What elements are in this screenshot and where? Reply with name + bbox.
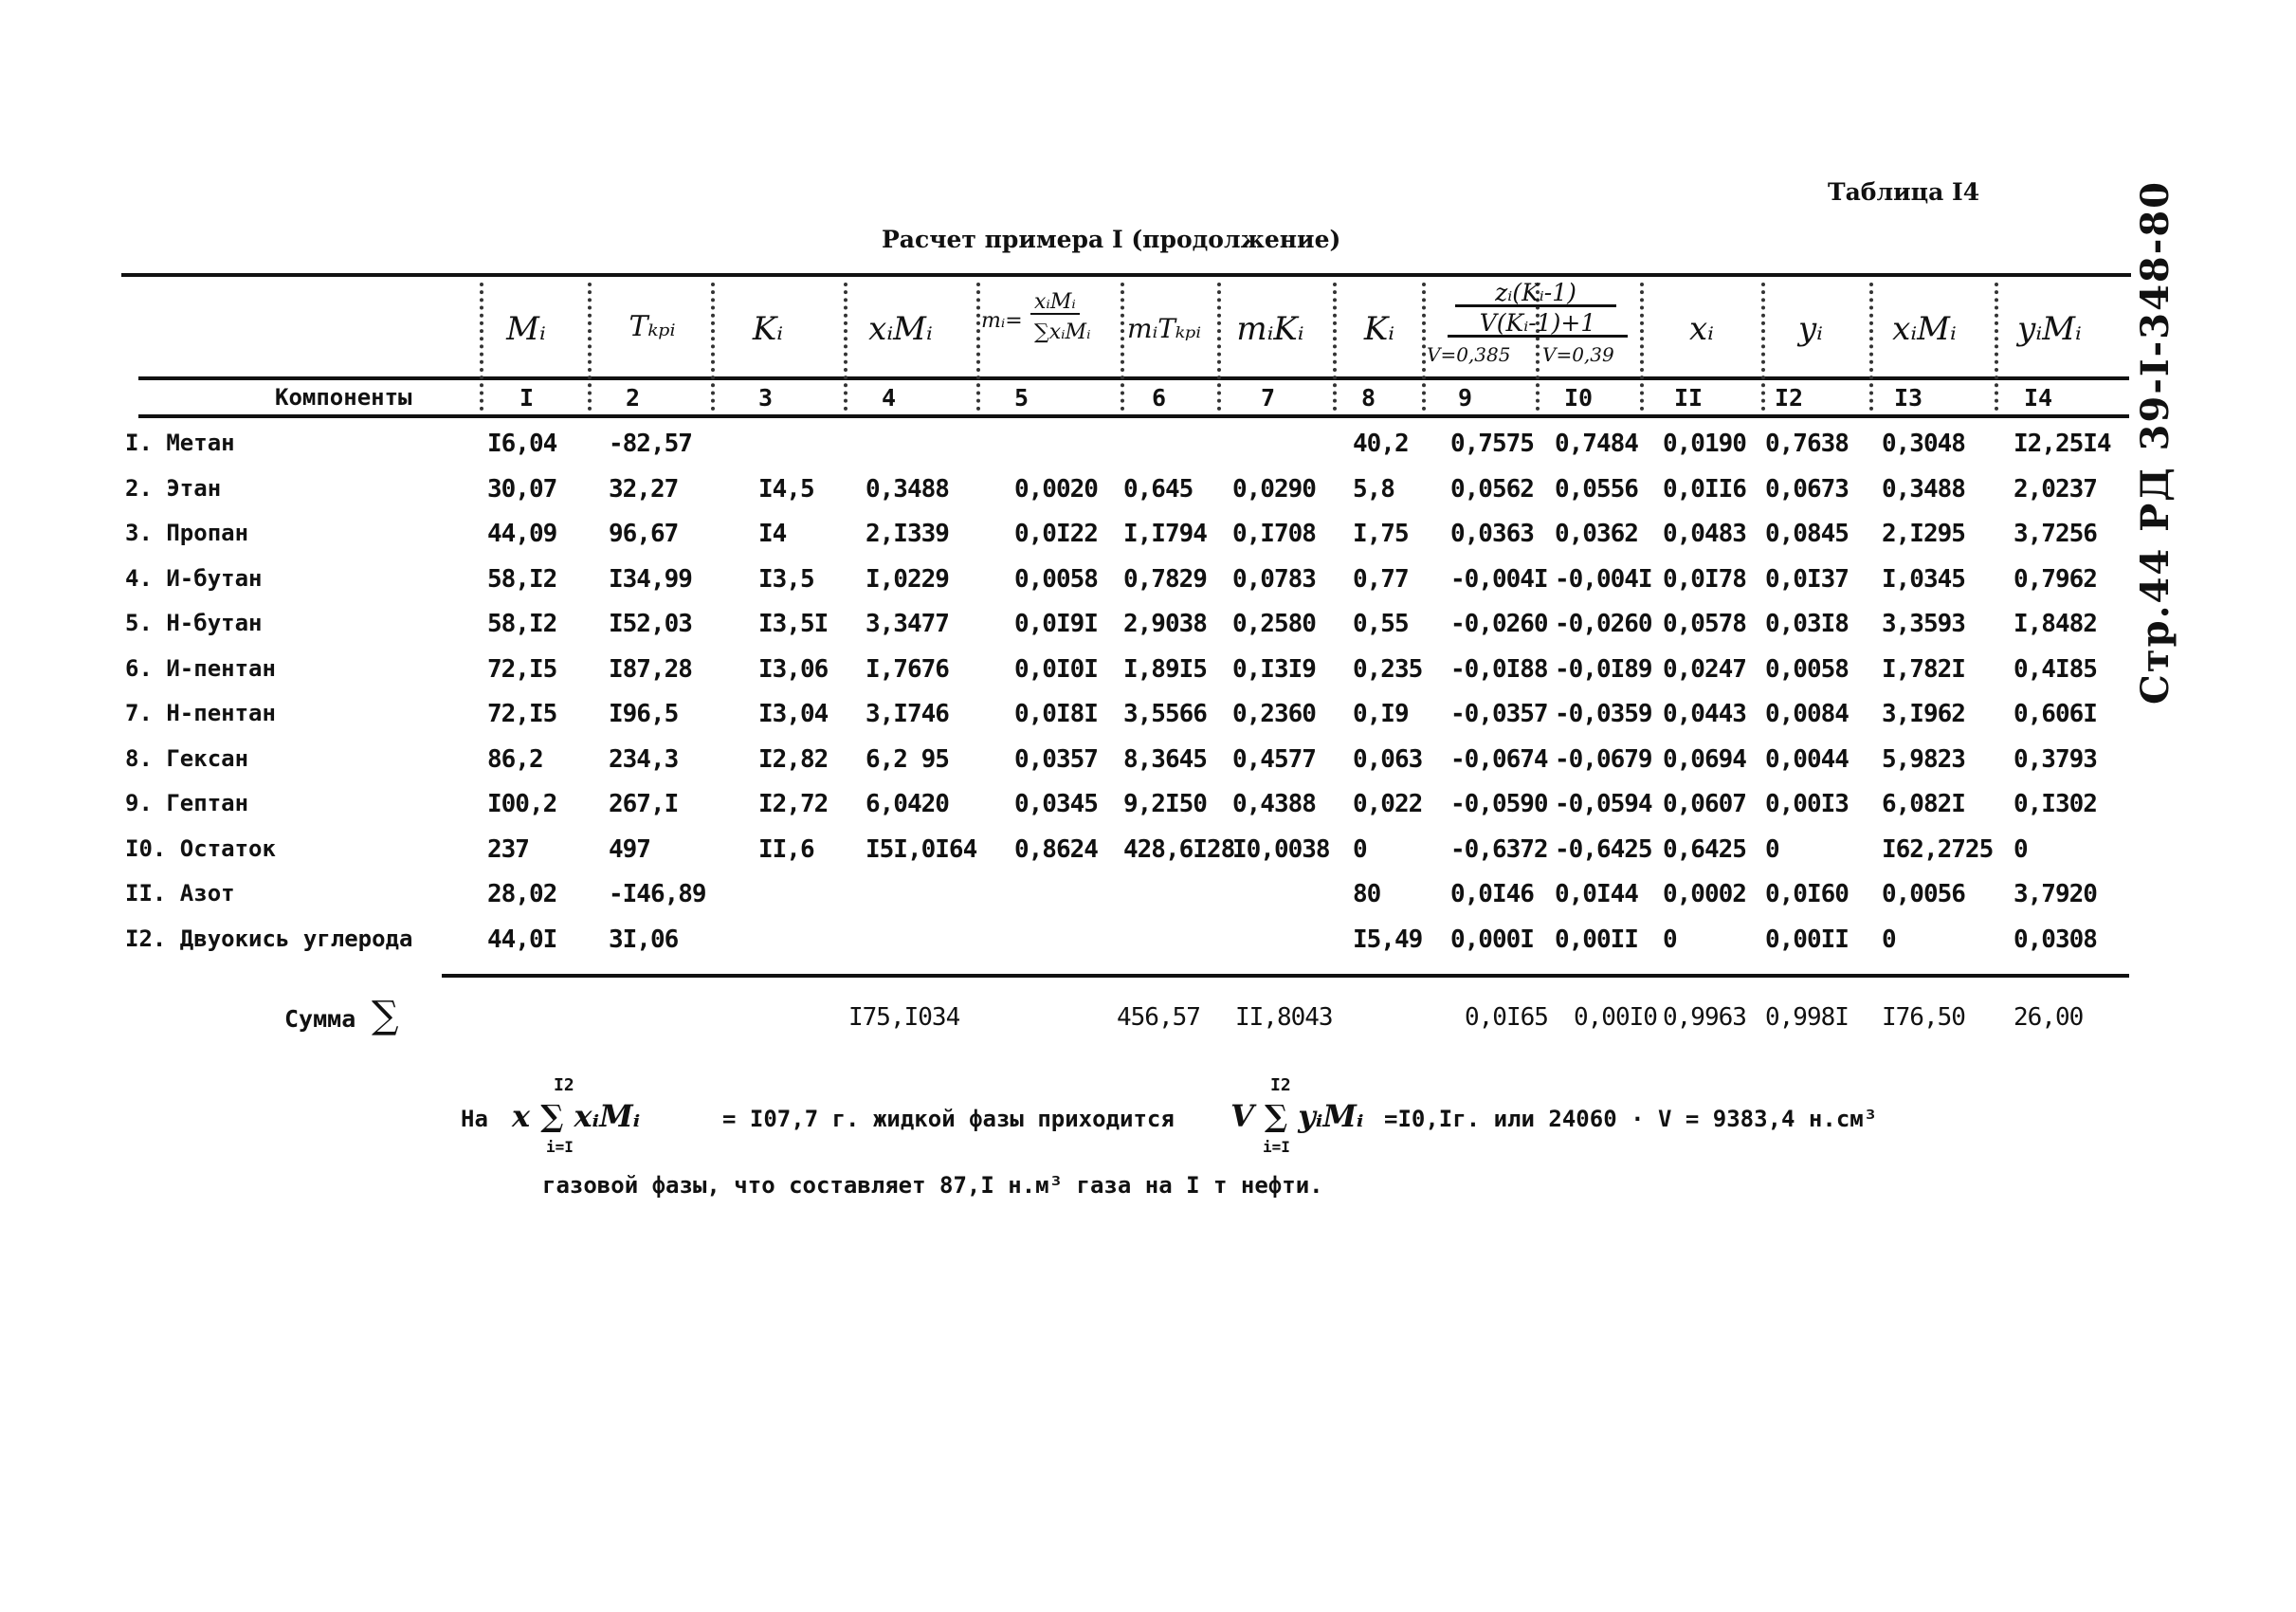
column-separator	[1422, 283, 1426, 411]
table-cell-c11: 0,0694	[1663, 745, 1746, 774]
table-cell-c2: I96,5	[609, 700, 679, 728]
table-cell-c8: 80	[1353, 880, 1381, 908]
table-cell-c6: 2,9038	[1123, 610, 1207, 638]
sum-cell-c4: I75,I034	[848, 1003, 960, 1032]
table-cell-c1: I00,2	[487, 790, 557, 818]
table-cell-c14: I,8482	[2014, 610, 2097, 638]
table-cell-c10: 0,0I44	[1555, 880, 1638, 908]
component-name: 7. Н-пентан	[125, 700, 276, 726]
header-c3: Kᵢ	[752, 310, 784, 348]
component-name: 8. Гексан	[125, 745, 249, 772]
table-cell-c2: 3I,06	[609, 925, 679, 954]
table-cell-c2: 96,67	[609, 520, 679, 548]
sum-symbol: ∑	[372, 994, 399, 1037]
table-cell-c6: 3,5566	[1123, 700, 1207, 728]
component-name: I2. Двуокись углерода	[125, 925, 413, 952]
table-cell-c11: 0,6425	[1663, 835, 1746, 864]
table-cell-c14: 0,7962	[2014, 565, 2097, 594]
table-cell-c5: 0,0345	[1014, 790, 1098, 818]
table-cell-c11: 0,0II6	[1663, 475, 1746, 504]
table-cell-c2: -I46,89	[609, 880, 706, 908]
table-cell-c1: 28,02	[487, 880, 557, 908]
column-number: I3	[1894, 384, 1923, 412]
table-cell-c9: -0,0357	[1450, 700, 1548, 728]
header-c13: xᵢMᵢ	[1892, 310, 1957, 348]
table-cell-c6: I,I794	[1123, 520, 1207, 548]
sum-rule	[442, 974, 2129, 978]
table-cell-c1: 72,I5	[487, 655, 557, 684]
table-cell-c11: 0,0002	[1663, 880, 1746, 908]
table-cell-c3: I4	[758, 520, 787, 548]
table-cell-c5: 0,0020	[1014, 475, 1098, 504]
table-cell-c1: 237	[487, 835, 529, 864]
table-cell-c7: 0,4388	[1232, 790, 1316, 818]
table-cell-c7: 0,I3I9	[1232, 655, 1316, 684]
table-cell-c9: -0,0260	[1450, 610, 1548, 638]
table-cell-c9: -0,0590	[1450, 790, 1548, 818]
table-cell-c12: 0,0044	[1765, 745, 1849, 774]
header-c5-den: ∑xᵢMᵢ	[1034, 321, 1091, 344]
table-cell-c12: 0	[1765, 835, 1779, 864]
footnote-f2-upper: I2	[1270, 1075, 1291, 1095]
table-cell-c14: 0,4I85	[2014, 655, 2097, 684]
table-cell-c14: 3,7920	[2014, 880, 2097, 908]
table-cell-c14: I2,25I4	[2014, 430, 2111, 458]
column-separator	[1333, 283, 1337, 411]
table-cell-c4: I,7676	[866, 655, 949, 684]
table-cell-c4: 6,0420	[866, 790, 949, 818]
table-cell-c9: 0,0562	[1450, 475, 1534, 504]
table-cell-c9: -0,004I	[1450, 565, 1548, 594]
table-cell-c13: 0,3048	[1882, 430, 1965, 458]
table-cell-c8: 0,I9	[1353, 700, 1409, 728]
footnote-p2: = I07,7 г. жидкой фазы приходится	[722, 1106, 1175, 1132]
component-name: I0. Остаток	[125, 835, 276, 862]
table-cell-c13: I,782I	[1882, 655, 1965, 684]
column-number: II	[1674, 384, 1704, 412]
table-cell-c5: 0,0I8I	[1014, 700, 1098, 728]
table-cell-c11: 0,0607	[1663, 790, 1746, 818]
sum-cell-c14: 26,00	[2014, 1003, 2084, 1032]
table-cell-c13: 6,082I	[1882, 790, 1965, 818]
sum-cell-c13: I76,50	[1882, 1003, 1965, 1032]
table-cell-c8: 0,022	[1353, 790, 1423, 818]
header-c8: Kᵢ	[1363, 310, 1395, 348]
table-cell-c8: I,75	[1353, 520, 1409, 548]
header-c7: mᵢKᵢ	[1236, 310, 1304, 348]
header-c5-num: xᵢMᵢ	[1030, 292, 1080, 315]
table-cell-c5: 0,0I0I	[1014, 655, 1098, 684]
table-cell-c2: 497	[609, 835, 650, 864]
column-separator	[1761, 283, 1765, 411]
footnote-formula-2: V ∑ yᵢMᵢ	[1230, 1098, 1364, 1134]
table-cell-c14: 0,606I	[2014, 700, 2097, 728]
column-separator	[1121, 283, 1124, 411]
table-cell-c14: 3,7256	[2014, 520, 2097, 548]
column-number: 7	[1261, 384, 1276, 412]
table-cell-c11: 0,0247	[1663, 655, 1746, 684]
table-cell-c3: I3,5	[758, 565, 814, 594]
header-c9-sub-b: V=0,39	[1542, 343, 1614, 366]
colnum-rule	[138, 414, 2129, 418]
component-name: II. Азот	[125, 880, 235, 907]
header-c14: yᵢMᵢ	[2017, 310, 2082, 348]
table-cell-c9: -0,0I88	[1450, 655, 1548, 684]
header-rule	[138, 376, 2129, 380]
column-number: 4	[882, 384, 897, 412]
column-separator	[1217, 283, 1221, 411]
column-separator	[588, 283, 592, 411]
header-c11: xᵢ	[1688, 310, 1714, 348]
table-cell-c4: 6,2 95	[866, 745, 949, 774]
table-cell-c13: 0	[1882, 925, 1896, 954]
table-cell-c8: 0,063	[1353, 745, 1423, 774]
table-cell-c7: 0,4577	[1232, 745, 1316, 774]
table-cell-c1: 72,I5	[487, 700, 557, 728]
table-cell-c3: II,6	[758, 835, 814, 864]
table-cell-c12: 0,0I37	[1765, 565, 1849, 594]
table-cell-c3: I2,72	[758, 790, 829, 818]
table-cell-c11: 0,0443	[1663, 700, 1746, 728]
column-separator	[480, 283, 483, 411]
table-cell-c2: 234,3	[609, 745, 679, 774]
table-cell-c5: 0,0I22	[1014, 520, 1098, 548]
table-cell-c12: 0,7638	[1765, 430, 1849, 458]
column-number: I2	[1775, 384, 1804, 412]
sum-label: Сумма	[284, 1005, 356, 1033]
table-cell-c13: 3,I962	[1882, 700, 1965, 728]
column-number: 9	[1458, 384, 1473, 412]
table-cell-c3: I3,06	[758, 655, 829, 684]
sum-cell-c9: 0,0I65	[1465, 1003, 1548, 1032]
table-label: Таблица I4	[1828, 178, 1980, 206]
table-cell-c10: -0,0359	[1555, 700, 1652, 728]
row-header-label: Компоненты	[275, 384, 412, 411]
table-cell-c9: -0,6372	[1450, 835, 1548, 864]
table-cell-c13: 2,I295	[1882, 520, 1965, 548]
footnote-f2-lower: i=I	[1263, 1138, 1290, 1156]
table-cell-c11: 0,0190	[1663, 430, 1746, 458]
table-cell-c1: 58,I2	[487, 565, 557, 594]
component-name: I. Метан	[125, 430, 235, 456]
table-cell-c3: I3,04	[758, 700, 829, 728]
table-cell-c10: 0,0556	[1555, 475, 1638, 504]
component-name: 6. И-пентан	[125, 655, 276, 682]
sum-cell-c12: 0,998I	[1765, 1003, 1849, 1032]
top-rule	[121, 273, 2131, 277]
table-cell-c10: -0,0I89	[1555, 655, 1652, 684]
table-cell-c2: 267,I	[609, 790, 679, 818]
table-title: Расчет примера I (продолжение)	[882, 226, 1341, 253]
column-number: 5	[1014, 384, 1030, 412]
footnote-p1: На	[461, 1106, 488, 1132]
table-cell-c13: 0,0056	[1882, 880, 1965, 908]
column-number: 8	[1361, 384, 1376, 412]
table-cell-c5: 0,0357	[1014, 745, 1098, 774]
component-name: 2. Этан	[125, 475, 222, 502]
table-cell-c14: 0,I302	[2014, 790, 2097, 818]
table-cell-c8: 0	[1353, 835, 1367, 864]
column-number: 3	[758, 384, 774, 412]
table-cell-c12: 0,0I60	[1765, 880, 1849, 908]
table-cell-c7: I0,0038	[1232, 835, 1330, 864]
column-number: 2	[626, 384, 641, 412]
table-cell-c7: 0,I708	[1232, 520, 1316, 548]
table-cell-c11: 0	[1663, 925, 1677, 954]
table-cell-c13: I62,2725	[1882, 835, 1994, 864]
table-cell-c8: 0,55	[1353, 610, 1409, 638]
table-cell-c8: 0,77	[1353, 565, 1409, 594]
column-separator	[1869, 283, 1873, 411]
table-cell-c5: 0,8624	[1014, 835, 1098, 864]
table-cell-c10: -0,0260	[1555, 610, 1652, 638]
table-cell-c8: 5,8	[1353, 475, 1394, 504]
table-cell-c10: -0,0679	[1555, 745, 1652, 774]
footnote-f1-lower: i=I	[546, 1138, 574, 1156]
table-cell-c3: I4,5	[758, 475, 814, 504]
table-cell-c12: 0,0845	[1765, 520, 1849, 548]
table-cell-c6: 0,7829	[1123, 565, 1207, 594]
table-cell-c4: I5I,0I64	[866, 835, 977, 864]
table-cell-c14: 0,0308	[2014, 925, 2097, 954]
header-c1: Mᵢ	[506, 310, 546, 348]
table-cell-c8: I5,49	[1353, 925, 1423, 954]
component-name: 3. Пропан	[125, 520, 249, 546]
table-cell-c1: 58,I2	[487, 610, 557, 638]
component-name: 9. Гептан	[125, 790, 249, 816]
table-cell-c10: -0,004I	[1555, 565, 1652, 594]
table-cell-c11: 0,0578	[1663, 610, 1746, 638]
table-cell-c1: I6,04	[487, 430, 557, 458]
table-cell-c4: I,0229	[866, 565, 949, 594]
table-cell-c7: 0,2360	[1232, 700, 1316, 728]
table-cell-c1: 44,0I	[487, 925, 557, 954]
table-cell-c4: 2,I339	[866, 520, 949, 548]
table-cell-c14: 2,0237	[2014, 475, 2097, 504]
table-cell-c4: 0,3488	[866, 475, 949, 504]
table-cell-c6: 0,645	[1123, 475, 1194, 504]
table-cell-c4: 3,3477	[866, 610, 949, 638]
table-cell-c11: 0,0483	[1663, 520, 1746, 548]
column-number: 6	[1152, 384, 1167, 412]
sum-cell-c6: 456,57	[1117, 1003, 1200, 1032]
footnote-p3: =I0,Iг. или 24060 · V = 9383,4 н.см³	[1384, 1106, 1878, 1132]
table-cell-c5: 0,0058	[1014, 565, 1098, 594]
table-cell-c8: 0,235	[1353, 655, 1423, 684]
table-cell-c9: 0,0I46	[1450, 880, 1534, 908]
table-cell-c12: 0,0058	[1765, 655, 1849, 684]
table-cell-c1: 86,2	[487, 745, 543, 774]
table-cell-c3: I2,82	[758, 745, 829, 774]
header-c9-sub-a: V=0,385	[1427, 343, 1511, 366]
table-cell-c8: 40,2	[1353, 430, 1409, 458]
table-cell-c4: 3,I746	[866, 700, 949, 728]
table-cell-c6: I,89I5	[1123, 655, 1207, 684]
component-name: 4. И-бутан	[125, 565, 263, 592]
table-cell-c13: 3,3593	[1882, 610, 1965, 638]
table-cell-c6: 8,3645	[1123, 745, 1207, 774]
sum-cell-c11: 0,9963	[1663, 1003, 1746, 1032]
table-cell-c1: 44,09	[487, 520, 557, 548]
sum-cell-c10: 0,00I0	[1574, 1003, 1657, 1032]
table-cell-c12: 0,03I8	[1765, 610, 1849, 638]
footnote-line2: газовой фазы, что составляет 87,I н.м³ газа на I т нефти.	[542, 1172, 1323, 1199]
table-cell-c6: 9,2I50	[1123, 790, 1207, 818]
table-cell-c5: 0,0I9I	[1014, 610, 1098, 638]
table-cell-c2: I52,03	[609, 610, 692, 638]
header-c9-den: V(Kᵢ-1)+1	[1448, 311, 1628, 338]
table-cell-c9: 0,0363	[1450, 520, 1534, 548]
table-cell-c10: 0,0362	[1555, 520, 1638, 548]
table-cell-c14: 0,3793	[2014, 745, 2097, 774]
table-cell-c12: 0,00II	[1765, 925, 1849, 954]
table-cell-c10: 0,7484	[1555, 430, 1638, 458]
footnote-f1-upper: I2	[554, 1075, 574, 1095]
sum-cell-c7: II,8043	[1235, 1003, 1333, 1032]
table-cell-c7: 0,2580	[1232, 610, 1316, 638]
header-c5-lhs: mᵢ=	[981, 309, 1023, 333]
column-separator	[844, 283, 847, 411]
table-cell-c7: 0,0290	[1232, 475, 1316, 504]
column-number: I	[519, 384, 535, 412]
header-c9-num: zᵢ(Kᵢ-1)	[1455, 281, 1616, 307]
table-cell-c13: 5,9823	[1882, 745, 1965, 774]
table-cell-c13: I,0345	[1882, 565, 1965, 594]
table-cell-c9: -0,0674	[1450, 745, 1548, 774]
table-cell-c12: 0,00I3	[1765, 790, 1849, 818]
column-separator	[1640, 283, 1644, 411]
table-cell-c10: 0,00II	[1555, 925, 1638, 954]
header-c6: mᵢTₖₚᵢ	[1127, 313, 1201, 344]
header-c2: Tₖₚᵢ	[629, 310, 676, 343]
column-separator	[1995, 283, 1998, 411]
table-cell-c11: 0,0I78	[1663, 565, 1746, 594]
column-separator	[711, 283, 715, 411]
component-name: 5. Н-бутан	[125, 610, 263, 636]
table-cell-c2: I87,28	[609, 655, 692, 684]
table-cell-c1: 30,07	[487, 475, 557, 504]
table-cell-c2: -82,57	[609, 430, 692, 458]
table-cell-c7: 0,0783	[1232, 565, 1316, 594]
table-cell-c13: 0,3488	[1882, 475, 1965, 504]
table-cell-c9: 0,7575	[1450, 430, 1534, 458]
table-cell-c12: 0,0673	[1765, 475, 1849, 504]
table-cell-c6: 428,6I28	[1123, 835, 1235, 864]
page-reference: Стр.44 РД 39-I-348-80	[2133, 180, 2178, 705]
table-cell-c10: -0,6425	[1555, 835, 1652, 864]
table-cell-c2: 32,27	[609, 475, 679, 504]
table-cell-c3: I3,5I	[758, 610, 829, 638]
column-separator	[976, 283, 980, 411]
column-number: I0	[1564, 384, 1594, 412]
table-cell-c2: I34,99	[609, 565, 692, 594]
header-c4: xᵢMᵢ	[868, 310, 933, 348]
table-cell-c12: 0,0084	[1765, 700, 1849, 728]
table-cell-c9: 0,000I	[1450, 925, 1534, 954]
table-cell-c10: -0,0594	[1555, 790, 1652, 818]
table-cell-c14: 0	[2014, 835, 2028, 864]
footnote-formula-1: x ∑ xᵢMᵢ	[512, 1098, 641, 1134]
column-number: I4	[2024, 384, 2053, 412]
header-c12: yᵢ	[1797, 310, 1824, 348]
